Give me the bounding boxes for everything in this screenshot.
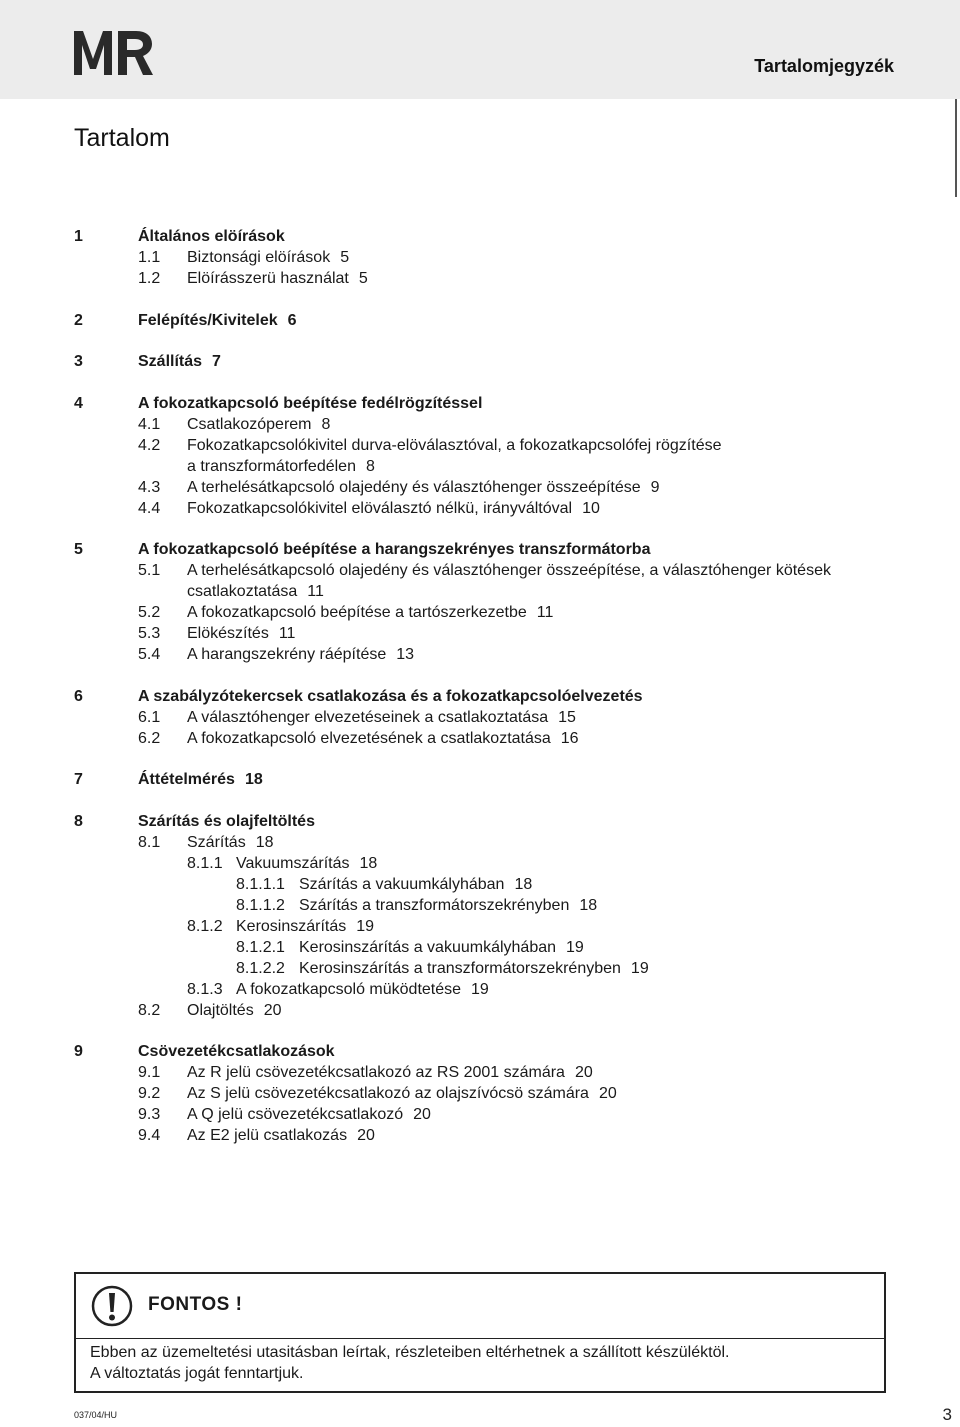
- toc-number: 4.2: [138, 436, 161, 454]
- toc-number: 5.4: [138, 646, 161, 663]
- toc-title-group: [138, 1041, 335, 1062]
- toc-title-group: [299, 937, 584, 958]
- toc-number: 8.1.2.1: [236, 938, 285, 956]
- toc-number: 9.2: [138, 1085, 161, 1102]
- toc-title: Szállítás: [138, 353, 203, 370]
- mr-logo: [74, 31, 154, 75]
- toc-chapter[interactable]: [74, 226, 904, 247]
- toc-number: 1: [74, 228, 83, 245]
- toc-title: A választóhenger elvezetéseinek a csatlakoztatása: [187, 708, 549, 726]
- toc-entry[interactable]: [74, 1125, 904, 1146]
- toc-number: 4.4: [138, 499, 161, 517]
- toc-entry[interactable]: [74, 1062, 904, 1083]
- toc-number: 5.3: [138, 625, 161, 642]
- toc-entry[interactable]: [74, 1000, 904, 1021]
- toc-title: A fokozatkapcsoló elvezetésének a csatlakoztatása: [187, 729, 551, 747]
- toc-page-number: 20: [413, 1106, 431, 1123]
- toc-title: Szárítás a vakuumkályhában: [299, 875, 505, 893]
- page-number: 3: [942, 1405, 952, 1424]
- page-title: Tartalom: [74, 124, 170, 152]
- toc-number: 5: [74, 541, 83, 558]
- toc-title-group: [138, 393, 482, 414]
- toc-spacer: [74, 289, 904, 310]
- toc-title: Az E2 jelü csatlakozás: [187, 1127, 348, 1144]
- toc-number: 6: [74, 687, 83, 705]
- toc-page-number: 19: [471, 980, 489, 998]
- toc-title-group: [187, 728, 579, 749]
- toc-page-number: 7: [212, 353, 221, 370]
- toc-title: A fokozatkapcsoló beépítése a harangszekrényes transzformátorba: [138, 541, 651, 558]
- toc-entry[interactable]: [74, 268, 904, 289]
- toc-title: A fokozatkapcsoló beépítése fedélrögzítéssel: [138, 394, 483, 412]
- toc-entry[interactable]: [74, 414, 904, 435]
- toc-entry[interactable]: [74, 832, 904, 853]
- toc-page-number: 18: [244, 771, 263, 788]
- section-title: Tartalomjegyzék: [754, 56, 894, 76]
- toc-number: 5.1: [138, 562, 161, 579]
- toc-title-group: [187, 477, 660, 498]
- toc-chapter[interactable]: [74, 351, 904, 372]
- toc-number: 4: [74, 394, 83, 412]
- toc-entry[interactable]: [74, 895, 904, 916]
- toc-entry[interactable]: [74, 435, 904, 456]
- toc-title-group: [187, 832, 273, 853]
- toc-title: Biztonsági elöírások: [187, 249, 331, 266]
- toc-number: 6.1: [138, 708, 161, 726]
- toc-title: A harangszekrény ráépítése: [187, 646, 387, 663]
- toc-title-group: [187, 414, 330, 435]
- toc-title: A terhelésátkapcsoló olajedény és választóhenger összeépítése: [187, 478, 641, 496]
- toc-title-group: [187, 560, 831, 581]
- toc-entry[interactable]: [74, 728, 904, 749]
- toc-title: csatlakoztatása: [187, 583, 298, 600]
- toc-spacer: [74, 665, 904, 686]
- toc-entry[interactable]: [74, 1104, 904, 1125]
- toc-title: Áttételmérés: [138, 771, 235, 788]
- toc-title: Elöírásszerü használat: [187, 270, 349, 287]
- toc-entry[interactable]: [74, 477, 904, 498]
- toc-chapter[interactable]: [74, 539, 904, 560]
- toc-title-group: [187, 707, 576, 728]
- toc-number: 8.1.1.1: [236, 875, 285, 893]
- toc-page-number: 20: [574, 1064, 593, 1081]
- toc-page-number: 18: [514, 875, 533, 893]
- toc-number: 8.1.1.2: [236, 896, 285, 914]
- toc-entry[interactable]: [74, 874, 904, 895]
- toc-page-number: 5: [340, 249, 350, 266]
- toc-chapter[interactable]: [74, 686, 904, 707]
- document-code: 037/04/HU: [74, 1410, 118, 1420]
- toc-chapter[interactable]: [74, 1041, 904, 1062]
- toc-title: Szárítás és olajfeltöltés: [138, 812, 315, 830]
- toc-entry[interactable]: [74, 958, 904, 979]
- toc-page-number: 5: [358, 270, 368, 287]
- toc-title: A szabályzótekercsek csatlakozása és a fokozatkapcsolóelvezetés: [138, 687, 643, 705]
- toc-number: 8: [74, 812, 83, 830]
- toc-entry[interactable]: [74, 1083, 904, 1104]
- notice-body: [90, 1342, 729, 1384]
- toc-title-group: [187, 247, 349, 268]
- toc-number: 3: [74, 353, 83, 370]
- toc-entry[interactable]: [74, 581, 904, 602]
- toc-spacer: [74, 519, 904, 540]
- toc-number: 8.1.3: [187, 980, 223, 998]
- toc-number: 1.1: [138, 249, 161, 266]
- toc-number: 4.1: [138, 415, 161, 433]
- toc-title: A fokozatkapcsoló beépítése a tartószerkezetbe: [187, 604, 527, 621]
- toc-title: Felépítés/Kivitelek: [138, 311, 278, 329]
- toc-title-group: [187, 1104, 431, 1125]
- toc-page-number: 20: [598, 1085, 617, 1102]
- toc-number: 8.1: [138, 833, 161, 851]
- toc-page-number: 18: [579, 896, 598, 914]
- toc-chapter[interactable]: [74, 811, 904, 832]
- toc-title-group: [187, 1125, 375, 1146]
- toc-page-number: 19: [356, 917, 375, 935]
- toc-page-number: 19: [566, 938, 584, 956]
- notice-line: Ebben az üzemeltetési utasitásban leírtak, részleteiben eltérhetnek a szállított készüléktöl.: [90, 1344, 730, 1361]
- toc-page-number: 20: [357, 1127, 375, 1144]
- toc-chapter[interactable]: [74, 769, 904, 790]
- toc-number: 8.2: [138, 1001, 161, 1019]
- toc-number: 5.2: [138, 604, 161, 621]
- notice-line: A változtatás jogát fenntartjuk.: [90, 1365, 304, 1382]
- warning-exclamation-icon: [91, 1285, 133, 1327]
- toc-spacer: [74, 372, 904, 393]
- page-header: [0, 0, 960, 99]
- toc-title-group: [299, 958, 649, 979]
- toc-title: Csatlakozóperem: [187, 415, 312, 433]
- toc-title-group: [236, 916, 374, 937]
- toc-page-number: 10: [582, 499, 600, 517]
- toc-entry[interactable]: [74, 853, 904, 874]
- toc-title-group: [187, 456, 375, 477]
- toc-page-number: 18: [359, 854, 378, 872]
- toc-number: 4.3: [138, 478, 161, 496]
- toc-title: Olajtöltés: [187, 1001, 254, 1019]
- toc-title: Elökészítés: [187, 625, 269, 642]
- toc-number: 8.1.2.2: [236, 959, 285, 977]
- toc-number: 9: [74, 1043, 83, 1060]
- toc-title: Kerosinszárítás: [236, 917, 347, 935]
- toc-entry[interactable]: [74, 456, 904, 477]
- toc-number: 7: [74, 771, 83, 788]
- toc-title: Általános elöírások: [138, 228, 285, 245]
- toc-title-group: [299, 874, 532, 895]
- toc-spacer: [74, 749, 904, 770]
- toc-page-number: 19: [630, 959, 649, 977]
- toc-title-group: [187, 435, 722, 456]
- toc-page-number: 9: [650, 478, 660, 496]
- toc-page-number: 15: [558, 708, 576, 726]
- toc-title: Szárítás a transzformátorszekrényben: [299, 896, 570, 914]
- toc-title: A fokozatkapcsoló müködtetése: [236, 980, 462, 998]
- toc-number: 2: [74, 311, 83, 329]
- toc-page-number: 8: [321, 415, 331, 433]
- toc-page-number: 8: [365, 457, 375, 475]
- notice-title: FONTOS !: [148, 1294, 243, 1315]
- toc-title-group: [187, 1083, 617, 1104]
- toc-entry[interactable]: [74, 560, 904, 581]
- toc-title: Az S jelü csövezetékcsatlakozó az olajszívócsö számára: [187, 1085, 589, 1102]
- toc-page-number: 6: [287, 311, 297, 329]
- toc-entry[interactable]: [74, 247, 904, 268]
- toc-title-group: [236, 979, 489, 1000]
- toc-page-number: 16: [560, 729, 579, 747]
- toc-title-group: [138, 351, 221, 372]
- toc-title: Fokozatkapcsolókivitel durva-elöválasztóval, a fokozatkapcsolófej rögzítése: [187, 436, 722, 454]
- toc-title-group: [138, 539, 650, 560]
- toc-entry[interactable]: [74, 644, 904, 665]
- toc-page-number: 11: [278, 625, 296, 642]
- toc-spacer: [74, 790, 904, 811]
- toc-title-group: [187, 1000, 282, 1021]
- toc-number: 1.2: [138, 270, 161, 287]
- toc-title: A terhelésátkapcsoló olajedény és választóhenger összeépítése, a választóhenger kötések: [187, 562, 831, 579]
- important-notice: [74, 1272, 886, 1393]
- toc-title: Csövezetékcsatlakozások: [138, 1043, 335, 1060]
- toc-spacer: [74, 331, 904, 352]
- toc-page-number: 20: [263, 1001, 282, 1019]
- toc-title-group: [187, 581, 324, 602]
- toc-title-group: [138, 686, 643, 707]
- toc-title-group: [187, 1062, 593, 1083]
- toc-title: Szárítás: [187, 833, 246, 851]
- toc-number: 8.1.2: [187, 917, 223, 935]
- toc-number: 9.4: [138, 1127, 161, 1144]
- toc-title-group: [187, 498, 600, 519]
- toc-chapter[interactable]: [74, 310, 904, 331]
- toc-page-number: 11: [536, 604, 554, 621]
- toc-title-group: [187, 602, 553, 623]
- toc-title: Kerosinszárítás a vakuumkályhában: [299, 938, 557, 956]
- toc-entry[interactable]: [74, 937, 904, 958]
- toc-entry[interactable]: [74, 707, 904, 728]
- toc-entry[interactable]: [74, 498, 904, 519]
- toc-title-group: [138, 310, 297, 331]
- toc-title: a transzformátorfedélen: [187, 457, 356, 475]
- toc-title-group: [299, 895, 597, 916]
- toc-title: Kerosinszárítás a transzformátorszekrényben: [299, 959, 621, 977]
- toc-page-number: 18: [255, 833, 274, 851]
- toc-title-group: [236, 853, 377, 874]
- toc-title-group: [187, 268, 368, 289]
- toc-entry[interactable]: [74, 916, 904, 937]
- toc-title-group: [187, 644, 414, 665]
- toc-title: Az R jelü csövezetékcsatlakozó az RS 2001 számára: [187, 1064, 565, 1081]
- toc-title: A Q jelü csövezetékcsatlakozó: [187, 1106, 404, 1123]
- toc-number: 9.1: [138, 1064, 161, 1081]
- toc-title-group: [187, 623, 295, 644]
- toc-entry[interactable]: [74, 979, 904, 1000]
- toc-page-number: 13: [396, 646, 415, 663]
- toc-entry[interactable]: [74, 602, 904, 623]
- margin-rule: [955, 99, 957, 197]
- toc-page-number: 11: [307, 583, 324, 600]
- toc-title-group: [138, 811, 315, 832]
- toc-number: 6.2: [138, 729, 161, 747]
- toc-title: Fokozatkapcsolókivitel elöválasztó nélkü, irányváltóval: [187, 499, 573, 517]
- toc-chapter[interactable]: [74, 393, 904, 414]
- notice-header: [76, 1274, 884, 1339]
- toc-number: 9.3: [138, 1106, 161, 1123]
- toc-entry[interactable]: [74, 623, 904, 644]
- toc-spacer: [74, 1021, 904, 1042]
- table-of-contents: [74, 226, 904, 1146]
- toc-title-group: [138, 226, 285, 247]
- toc-number: 8.1.1: [187, 854, 223, 872]
- toc-title-group: [138, 769, 263, 790]
- toc-title: Vakuumszárítás: [236, 854, 350, 872]
